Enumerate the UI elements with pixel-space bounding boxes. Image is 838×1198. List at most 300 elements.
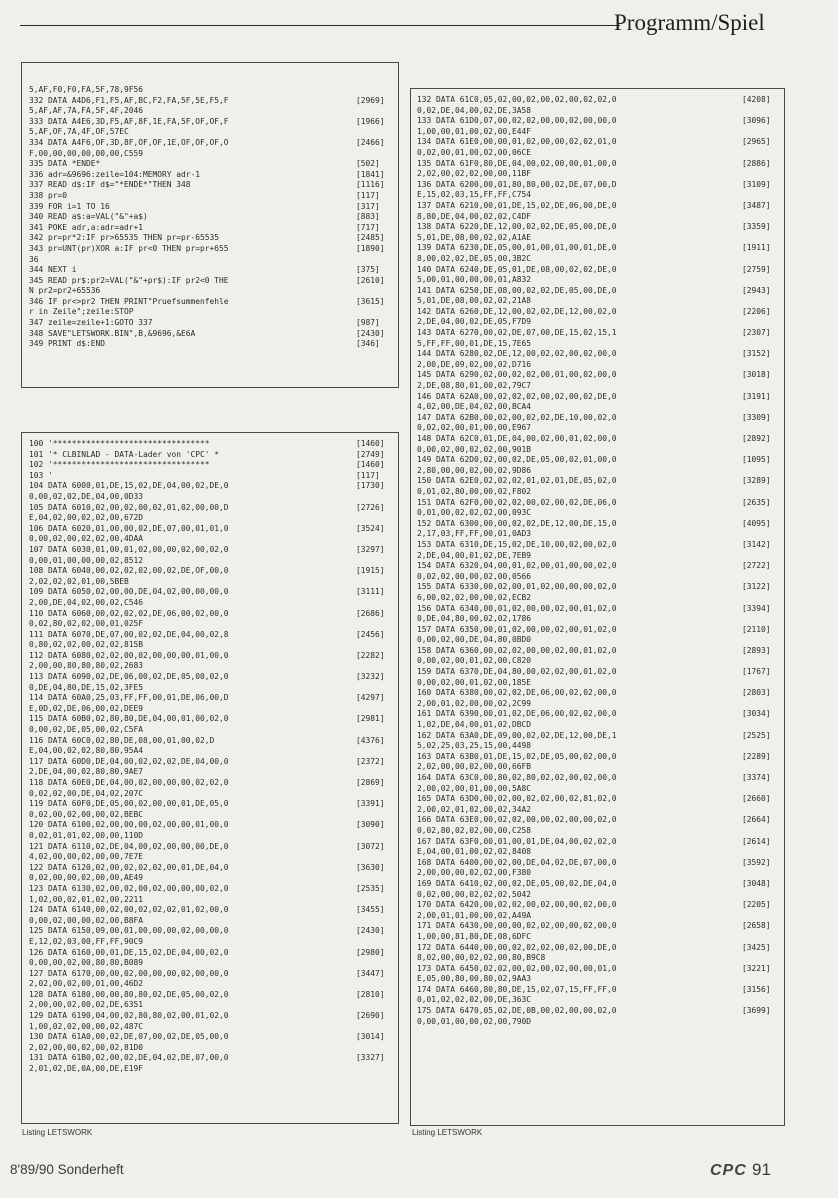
checksum <box>740 868 782 879</box>
code-text: 125 DATA 6150,09,00,01,00,00,00,02,00,00,0 <box>29 926 229 936</box>
code-text: 5,AF,F0,F0,FA,5F,78,9F56 <box>29 85 144 94</box>
code-text: 107 DATA 6030,01,00,01,02,00,00,02,00,02,0 <box>29 544 229 554</box>
listing-line <box>417 890 782 901</box>
code-text: 2,00,01,02,00,00,02,2C99 <box>417 698 532 708</box>
checksum <box>354 831 396 842</box>
checksum <box>740 106 782 117</box>
listing-line <box>417 995 782 1006</box>
checksum: [1911] <box>742 243 771 253</box>
checksum <box>740 212 782 223</box>
code-text: 103 ' <box>29 470 53 480</box>
code-text: 0,00,02,00,02,02,00,4DAA <box>29 534 144 544</box>
listing-line <box>417 784 782 795</box>
listing-line <box>417 773 782 784</box>
checksum: [1890] <box>356 243 385 253</box>
checksum: [2965] <box>742 137 771 147</box>
checksum: [3487] <box>742 200 771 210</box>
listing-line <box>29 318 396 329</box>
code-text: 36 <box>29 254 39 264</box>
listing-line <box>29 863 396 874</box>
code-text: 345 READ pr$:pr2=VAL("&"+pr$):IF pr2<0 THE <box>29 275 229 285</box>
listing-line <box>29 1053 396 1064</box>
listing-line <box>417 1006 782 1017</box>
code-text: 105 DATA 6010,02,00,02,00,02,01,02,00,00,D <box>29 502 229 512</box>
listing-line <box>417 699 782 710</box>
checksum <box>354 767 396 778</box>
listing-line <box>417 222 782 233</box>
listing-line <box>29 481 396 492</box>
listing-line <box>29 212 396 223</box>
listing-line <box>417 551 782 562</box>
listing-line <box>29 191 396 202</box>
code-text: 337 READ d$:IF d$="*ENDE*"THEN 348 <box>29 180 191 190</box>
code-text: E,12,02,03,00,FF,FF,90C9 <box>29 936 144 946</box>
code-text: 0,00,02,DE,05,00,02,C5FA <box>29 725 144 735</box>
checksum <box>740 762 782 773</box>
code-text: 155 DATA 6330,00,02,00,01,02,00,00,00,02,0 <box>417 582 617 592</box>
listing-line <box>417 572 782 583</box>
checksum <box>740 551 782 562</box>
checksum <box>740 466 782 477</box>
listing-line <box>29 661 396 672</box>
checksum: [2803] <box>742 688 771 698</box>
listing-line <box>417 837 782 848</box>
code-text: N pr2=pr2+65536 <box>29 286 101 296</box>
listing-line <box>29 170 396 181</box>
listing-line <box>417 95 782 106</box>
code-text: 122 DATA 6120,02,00,02,02,02,00,01,DE,04,0 <box>29 862 229 872</box>
checksum: [2205] <box>742 900 771 910</box>
code-text: 106 DATA 6020,01,00,00,02,DE,07,00,01,01,0 <box>29 523 229 533</box>
checksum: [717] <box>356 222 380 232</box>
code-text: 2,00,DE,09,02,00,02,D716 <box>417 359 532 369</box>
code-text: 5,02,25,03,25,15,00,4498 <box>417 741 532 751</box>
checksum <box>354 1000 396 1011</box>
listing-line <box>29 736 396 747</box>
listing-line <box>417 985 782 996</box>
checksum: [3014] <box>356 1032 385 1042</box>
code-text: 0,00,01,00,00,00,02,8512 <box>29 555 144 565</box>
listing-line <box>29 545 396 556</box>
checksum: [2869] <box>356 778 385 787</box>
checksum: [2886] <box>742 158 771 168</box>
listing-line <box>417 360 782 371</box>
code-text: E,04,00,01,00,02,02,8408 <box>417 847 532 857</box>
code-text: 108 DATA 6040,00,02,02,02,00,02,DE,OF,00,0 <box>29 566 229 576</box>
code-text: 131 DATA 61B0,02,00,02,DE,04,02,DE,07,00,0 <box>29 1053 229 1063</box>
code-text: 134 DATA 61E0,00,00,01,02,00,00,02,02,01,0 <box>417 137 617 147</box>
code-text: 348 SAVE"LETSWORK.BIN",B,&9696,&E6A <box>29 328 196 338</box>
checksum <box>354 255 396 266</box>
checksum: [2686] <box>356 608 385 618</box>
code-text: 2,17,03,FF,FF,00,01,0AD3 <box>417 529 532 539</box>
code-text: 101 '* CLBINLAD - DATA-Lader von 'CPC' * <box>29 449 220 459</box>
listing-line <box>417 370 782 381</box>
code-text: 2,02,00,00,02,00,00,66FB <box>417 762 532 772</box>
code-text: 0,80,02,02,00,02,02,815B <box>29 640 144 650</box>
code-text: 164 DATA 63C0,00,80,02,80,02,02,00,02,00,0 <box>417 773 617 782</box>
code-text: 133 DATA 61D0,07,00,02,02,00,00,02,00,00,0 <box>417 116 617 126</box>
code-text: 5,01,DE,08,00,02,02,21A8 <box>417 296 532 306</box>
code-text: 0,02,00,00,02,02,02,5042 <box>417 889 532 899</box>
listing-line <box>29 969 396 980</box>
listing-line <box>29 714 396 725</box>
checksum <box>354 127 396 138</box>
code-text: 2,DE,04,00,02,DE,05,F7D9 <box>417 317 532 327</box>
code-text: 169 DATA 6410,02,00,02,DE,05,00,02,DE,04,0 <box>417 878 617 888</box>
checksum <box>354 286 396 297</box>
code-text: 114 DATA 60A0,25,03,FF,FF,00,01,DE,06,00,D <box>29 693 229 703</box>
checksum <box>354 683 396 694</box>
checksum: [2759] <box>742 264 771 274</box>
checksum <box>354 85 396 96</box>
code-text: 120 DATA 6100,02,00,00,00,02,00,00,01,00,0 <box>29 820 229 830</box>
code-text: 349 PRINT d$:END <box>29 339 106 349</box>
listing-line <box>29 884 396 895</box>
listing-line <box>417 678 782 689</box>
code-text: 6,00,02,02,00,00,02,ECB2 <box>417 592 532 602</box>
code-text: 161 DATA 6390,00,01,02,DE,06,00,02,02,00,0 <box>417 709 617 719</box>
code-text: 159 DATA 6370,DE,04,80,00,02,02,00,01,02,0 <box>417 667 617 677</box>
listing-line <box>29 619 396 630</box>
code-text: 344 NEXT i <box>29 265 77 275</box>
code-text: 124 DATA 6140,00,02,00,02,02,02,01,02,00,0 <box>29 905 229 915</box>
checksum: [3111] <box>356 587 385 597</box>
checksum: [3191] <box>742 391 771 401</box>
checksum: [375] <box>356 265 380 275</box>
checksum: [2969] <box>356 95 385 105</box>
code-text: 126 DATA 6160,00,01,DE,15,02,DE,04,00,02,0 <box>29 947 229 957</box>
checksum <box>740 953 782 964</box>
code-text: 116 DATA 60C0,02,80,DE,08,00,01,00,02,D <box>29 735 215 745</box>
listing-line <box>417 900 782 911</box>
listing-line <box>29 244 396 255</box>
code-text: F,00,00,00,00,00,00,C559 <box>29 148 144 158</box>
code-text: 158 DATA 6360,00,02,02,00,00,02,00,01,02,0 <box>417 645 617 655</box>
checksum: [2690] <box>356 1011 385 1021</box>
listing-line <box>417 265 782 276</box>
listing-line <box>29 609 396 620</box>
checksum: [3447] <box>356 968 385 978</box>
listing-line <box>417 593 782 604</box>
code-text: 135 DATA 61F0,80,DE,04,00,02,00,00,01,00,0 <box>417 158 617 168</box>
code-text: 1,02,DE,04,00,01,02,DBCD <box>417 720 532 730</box>
code-text: 146 DATA 62A0,00,02,02,02,00,02,00,02,DE,0 <box>417 391 617 401</box>
code-text: 2,00,02,01,02,00,02,34A2 <box>417 804 532 814</box>
listing-line <box>29 630 396 641</box>
checksum: [3090] <box>356 820 385 830</box>
listing-line <box>29 513 396 524</box>
checksum <box>740 805 782 816</box>
checksum: [3018] <box>742 370 771 380</box>
listing-line <box>29 1043 396 1054</box>
listing-line <box>29 842 396 853</box>
code-text: 167 DATA 63F0,00,01,00,01,DE,04,00,02,02,0 <box>417 836 617 846</box>
checksum <box>354 852 396 863</box>
checksum <box>740 1017 782 1028</box>
checksum: [2610] <box>356 275 385 285</box>
checksum: [2430] <box>356 926 385 936</box>
checksum: [987] <box>356 318 380 328</box>
checksum: [2307] <box>742 328 771 338</box>
checksum: [3359] <box>742 222 771 232</box>
listing-line <box>417 254 782 265</box>
listing-line <box>29 895 396 906</box>
code-text: 338 pr=0 <box>29 190 68 200</box>
code-text: 121 DATA 6110,02,DE,04,00,02,00,00,00,DE,0 <box>29 841 229 851</box>
checksum: [2981] <box>356 714 385 724</box>
code-text: 2,02,00,02,00,01,00,46D2 <box>29 979 144 989</box>
checksum <box>354 534 396 545</box>
listing-line <box>29 202 396 213</box>
code-text: 118 DATA 60E0,DE,04,00,02,00,00,00,02,02,0 <box>29 778 229 787</box>
code-text: 174 DATA 6460,80,80,DE,15,02,07,15,FF,FF,0 <box>417 984 617 994</box>
checksum <box>354 704 396 715</box>
checksum <box>740 339 782 350</box>
code-text: 5,01,DE,08,00,02,02,A1AE <box>417 232 532 242</box>
listing-line <box>417 932 782 943</box>
listing-line <box>417 487 782 498</box>
checksum: [2893] <box>742 645 771 655</box>
code-text: E,05,00,80,00,80,02,9AA3 <box>417 974 532 984</box>
checksum: [317] <box>356 201 380 211</box>
listing-line <box>417 159 782 170</box>
listing-line <box>417 921 782 932</box>
checksum: [3374] <box>742 773 771 782</box>
code-text: 132 DATA 61C0,05,02,00,02,00,02,00,02,02,0 <box>417 95 617 104</box>
code-text: 2,80,00,00,02,00,02,9D86 <box>417 465 532 475</box>
code-text: 148 DATA 62C0,01,DE,04,00,02,00,01,02,00,0 <box>417 434 617 443</box>
code-text: 1,00,00,81,80,DE,08,6DFC <box>417 931 532 941</box>
code-text: 340 READ a$:a=VAL("&"+a$) <box>29 212 148 222</box>
checksum: [3232] <box>356 672 385 682</box>
listing-line <box>417 815 782 826</box>
code-text: 112 DATA 6080,02,02,00,02,00,00,00,01,00,0 <box>29 650 229 660</box>
listing-line <box>417 868 782 879</box>
code-text: 341 POKE adr,a:adr=adr+1 <box>29 222 144 232</box>
checksum <box>354 1022 396 1033</box>
code-text: 0,02,02,00,00,02,00,0566 <box>417 571 532 581</box>
code-text: 334 DATA A4F6,OF,3D,8F,OF,OF,1E,OF,OF,OF,O <box>29 137 229 147</box>
code-text: 2,02,00,00,02,00,02,81D0 <box>29 1042 144 1052</box>
code-text: 145 DATA 6290,02,00,02,02,00,01,00,02,00,0 <box>417 370 617 380</box>
listing-line <box>29 450 396 461</box>
checksum <box>354 958 396 969</box>
checksum: [1767] <box>742 667 771 677</box>
checksum <box>740 487 782 498</box>
listing-line <box>29 233 396 244</box>
listing-line <box>29 852 396 863</box>
code-text: 170 DATA 6420,00,02,02,00,02,00,00,02,00,0 <box>417 900 617 910</box>
listing-line <box>417 741 782 752</box>
listing-line <box>29 598 396 609</box>
checksum <box>740 784 782 795</box>
listing-line <box>29 149 396 160</box>
checksum <box>740 190 782 201</box>
checksum: [3309] <box>742 412 771 422</box>
code-text: 160 DATA 6380,00,02,02,DE,06,00,02,02,00,0 <box>417 688 617 698</box>
listing-line <box>29 276 396 287</box>
listing-line <box>417 720 782 731</box>
code-text: 335 DATA *ENDE* <box>29 159 101 169</box>
checksum <box>740 169 782 180</box>
checksum: [3524] <box>356 523 385 533</box>
code-text: 147 DATA 62B0,00,02,00,02,02,DE,10,00,02,0 <box>417 412 617 422</box>
checksum <box>354 725 396 736</box>
checksum <box>740 402 782 413</box>
code-text: 339 FOR i=1 TO 16 <box>29 201 110 211</box>
checksum <box>740 127 782 138</box>
code-text: 347 zeile=zeile+1:GOTO 337 <box>29 318 153 328</box>
listing-line <box>417 752 782 763</box>
listing-line <box>29 916 396 927</box>
checksum <box>354 556 396 567</box>
listing-line <box>417 106 782 117</box>
code-text: 119 DATA 60F0,DE,05,00,02,00,00,01,DE,05,0 <box>29 799 229 809</box>
code-text: 115 DATA 60B0,02,80,80,DE,04,00,01,00,02,0 <box>29 714 229 724</box>
checksum: [3122] <box>742 582 771 592</box>
listing-line <box>29 117 396 128</box>
listing-line <box>417 476 782 487</box>
checksum: [2892] <box>742 434 771 443</box>
listing-line <box>29 307 396 318</box>
listing-line <box>29 286 396 297</box>
listing-line <box>417 180 782 191</box>
code-text: 168 DATA 6400,00,02,00,DE,04,02,DE,07,00,0 <box>417 857 617 867</box>
listing-line <box>417 688 782 699</box>
code-text: 156 DATA 6340,00,01,02,00,00,02,00,01,02,0 <box>417 603 617 613</box>
code-text: 342 pr=pr*2:IF pr>65535 THEN pr=pr-65535 <box>29 233 220 243</box>
checksum <box>354 577 396 588</box>
listing-line <box>29 180 396 191</box>
code-text: 138 DATA 6220,DE,12,00,02,02,DE,05,00,DE,0 <box>417 222 617 232</box>
listing-line <box>417 943 782 954</box>
listing-line <box>417 339 782 350</box>
listing-line <box>417 317 782 328</box>
code-text: 0,DE,04,80,00,02,02,1786 <box>417 614 532 624</box>
code-text: 343 pr=UNT(pr)XOR a:IF pr<0 THEN pr=pr+655 <box>29 243 229 253</box>
code-text: 8,80,DE,04,00,02,02,C4DF <box>417 211 532 221</box>
code-text: 117 DATA 60D0,DE,04,00,02,02,02,DE,04,00,0 <box>29 756 229 766</box>
checksum <box>740 826 782 837</box>
listing-line <box>417 402 782 413</box>
checksum: [2635] <box>742 497 771 507</box>
listing-line <box>417 911 782 922</box>
checksum <box>740 847 782 858</box>
listing-line <box>417 423 782 434</box>
listing-box-top-left <box>21 62 399 388</box>
code-text: 5,FF,FF,00,01,DE,15,7E65 <box>417 338 532 348</box>
code-text: E,04,00,02,02,80,80,95A4 <box>29 746 144 756</box>
checksum: [1915] <box>356 566 385 576</box>
code-text: 0,02,00,02,00,00,02,BEBC <box>29 809 144 819</box>
code-text: 0,02,02,00,DE,04,02,207C <box>29 788 144 798</box>
listing-line <box>29 937 396 948</box>
listing-line <box>417 307 782 318</box>
code-text: E,0D,02,DE,06,00,02,DEE9 <box>29 703 144 713</box>
listing-line <box>417 656 782 667</box>
code-text: 333 DATA A4E6,3D,F5,AF,8F,1E,FA,5F,OF,OF,F <box>29 116 229 126</box>
listing-line <box>417 879 782 890</box>
checksum <box>740 699 782 710</box>
code-text: 0,01,02,02,02,00,DE,363C <box>417 995 532 1005</box>
code-text: 2,DE,04,00,01,02,DE,7EB9 <box>417 550 532 560</box>
listing-line <box>417 974 782 985</box>
listing-line <box>417 731 782 742</box>
code-text: 8,00,02,02,DE,05,00,3B2C <box>417 253 532 263</box>
listing-line <box>29 1011 396 1022</box>
checksum <box>354 810 396 821</box>
code-text: 129 DATA 6190,04,00,02,80,80,02,00,01,02,0 <box>29 1011 229 1021</box>
checksum <box>740 890 782 901</box>
checksum: [502] <box>356 159 380 169</box>
checksum: [2658] <box>742 921 771 931</box>
listing-line <box>417 413 782 424</box>
code-text: 2,DE,08,80,01,00,02,79C7 <box>417 381 532 391</box>
code-text: 0,00,02,02,DE,04,00,0D33 <box>29 491 144 501</box>
checksum <box>740 995 782 1006</box>
code-text: 0,00,02,00,02,02,00,901B <box>417 444 532 454</box>
code-text: 5,00,01,00,00,00,01,A832 <box>417 275 532 285</box>
checksum <box>740 741 782 752</box>
listing-line <box>29 746 396 757</box>
listing-line <box>417 212 782 223</box>
listing-line <box>29 799 396 810</box>
checksum: [3048] <box>742 878 771 888</box>
code-text: 130 DATA 61A0,00,02,DE,07,00,02,DE,05,00,0 <box>29 1032 229 1042</box>
listing-line <box>29 534 396 545</box>
checksum: [3630] <box>356 862 385 872</box>
code-text: 5,AF,OF,7A,4F,OF,57EC <box>29 127 129 137</box>
code-text: 0,00,02,00,00,02,00,B8FA <box>29 915 144 925</box>
checksum <box>354 1043 396 1054</box>
code-text: 111 DATA 6070,DE,07,00,02,02,DE,04,00,02,8 <box>29 629 229 639</box>
listing-line <box>29 96 396 107</box>
checksum <box>740 508 782 519</box>
checksum: [3152] <box>742 349 771 359</box>
listing-line <box>417 604 782 615</box>
listing-line <box>417 392 782 403</box>
code-text: 154 DATA 6320,04,00,01,02,00,01,00,00,02,0 <box>417 561 617 571</box>
checksum <box>740 275 782 286</box>
listing-line <box>29 757 396 768</box>
code-text: 173 DATA 6450,02,02,00,02,00,02,00,00,01,0 <box>417 963 617 973</box>
listing-line <box>29 810 396 821</box>
listing-line <box>417 434 782 445</box>
listing-line <box>417 646 782 657</box>
checksum <box>354 661 396 672</box>
checksum <box>740 296 782 307</box>
header-rule <box>20 25 620 26</box>
checksum <box>740 445 782 456</box>
checksum: [3699] <box>742 1006 771 1016</box>
listing-line <box>29 926 396 937</box>
checksum <box>354 598 396 609</box>
checksum: [2372] <box>356 756 385 766</box>
listing-line <box>29 672 396 683</box>
code-text: 142 DATA 6260,DE,12,00,02,02,DE,12,00,02,0 <box>417 306 617 316</box>
code-text: 151 DATA 62F0,00,02,02,00,02,00,02,DE,06,0 <box>417 497 617 507</box>
checksum: [2430] <box>356 328 385 338</box>
checksum: [1841] <box>356 169 385 179</box>
code-text: 113 DATA 6090,02,DE,06,00,02,DE,05,00,02,0 <box>29 672 229 682</box>
checksum: [3142] <box>742 539 771 549</box>
checksum <box>740 911 782 922</box>
checksum <box>740 254 782 265</box>
checksum <box>740 932 782 943</box>
listing-line <box>417 826 782 837</box>
listing-line <box>417 466 782 477</box>
